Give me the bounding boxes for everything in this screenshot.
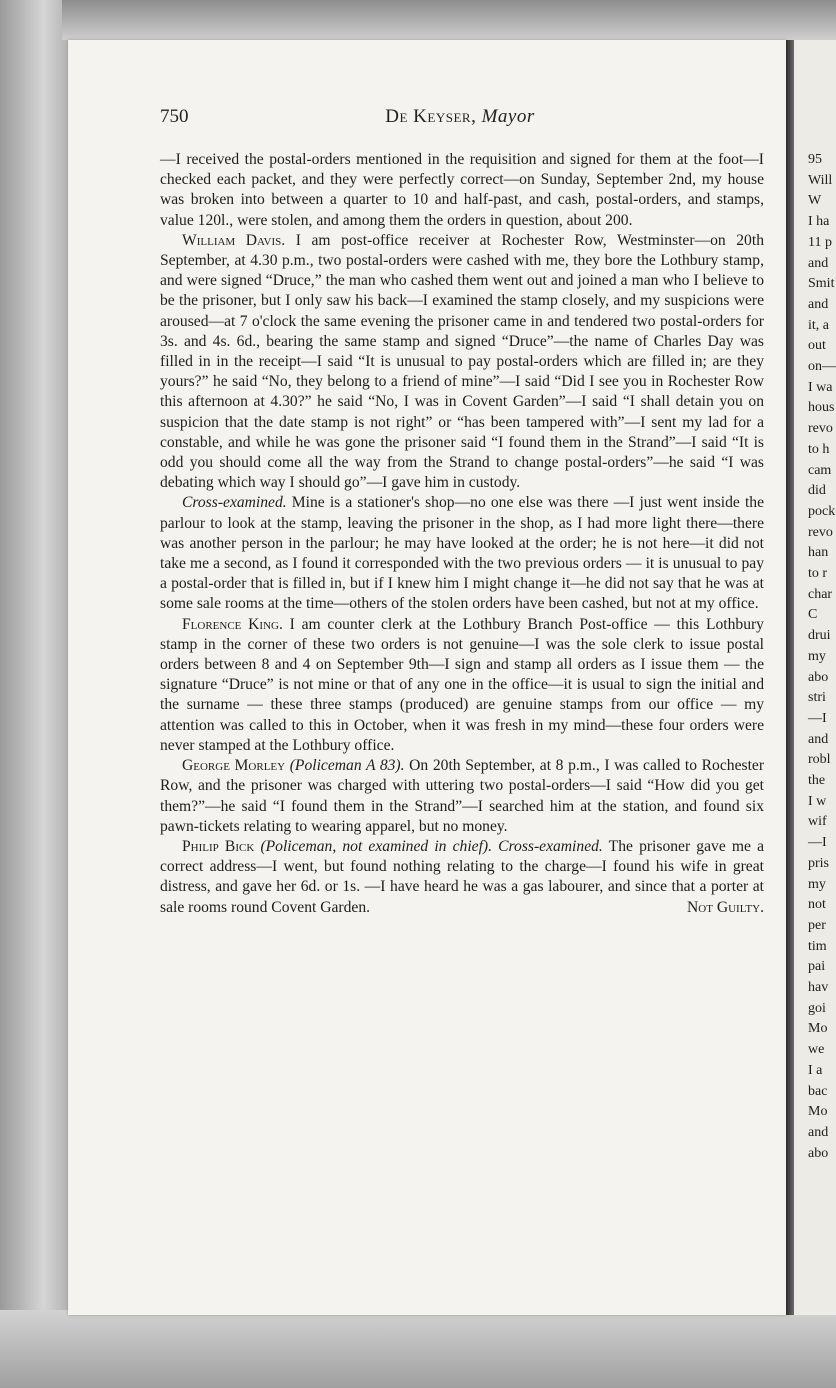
book-bottom-edge: [0, 1310, 836, 1388]
paragraph-text: I am post-office receiver at Rochester Row, Westminster—on 20th September, at 4.30 p.m., two postal-orders were cashed with me, they bore the Lothbury stamp, and were signed “Druce,” the man who cashed them went out and joined a man who I believe to be the prisoner, but I only saw his back—I examined the stamp closely, and my suspicions were aroused—at 7 o'clock the same evening the prisoner came in and tendered two postal-orders for 3s. and 4s. 6d., bearing the same stamp and signed “Druce”—the name of Charles Day was filled in in the receipt—I said “It is unusual to pay postal-orders which are filled in; are they yours?” he said “No, they belong to a friend of mine”—I said “Did I see you in Rochester Row this afternoon at 4.30?” he said “No, I was in Covent Garden”—I said “I shall detain you on suspicion that the date stamp is not right” or “has been tampered with”—I sent my lad for a constable, and while he was gone the prisoner said “I found them in the Strand”—I said “It is odd you should come all the way from the Strand to change postal-orders”—he said “I was debating which way I should go”—I gave him in custody.: [160, 231, 764, 492]
facing-page-fragment: it, a: [808, 317, 829, 333]
witness-note: (Policeman, not examined in chief).: [260, 837, 492, 855]
facing-page-fragment: and: [808, 731, 829, 747]
facing-page-fragment: we: [808, 1042, 825, 1058]
witness-name: William Davis.: [182, 231, 286, 249]
facing-page-fragment: to r: [808, 566, 828, 581]
facing-page-fragment: pris: [808, 855, 829, 871]
cross-examined-label: Cross-examined.: [182, 494, 287, 512]
facing-page-fragment: hous: [808, 400, 835, 416]
facing-page-fragment: Will: [808, 172, 833, 188]
verdict: Not Guilty.: [687, 898, 764, 916]
facing-page-fragment: abo: [808, 669, 829, 685]
page-header: [160, 106, 760, 132]
facing-page-fragment: revo: [808, 421, 833, 437]
running-head: [160, 106, 760, 128]
facing-page-fragment: I ha: [808, 214, 830, 230]
paragraph-testimony: [160, 756, 764, 837]
witness-name: Florence King.: [182, 615, 283, 633]
paragraph-text: On 20th September, at 8 p.m., I was called to Rochester Row, and the prisoner was charged with uttering two postal-orders—I said “How did you get them?”—he said “I found them in the Strand”—I searched him at the station, and found six pawn-tickets relating to wearing apparel, but no money.: [160, 757, 765, 835]
facing-page-edge: [794, 40, 836, 1315]
facing-page-fragment: C: [808, 607, 818, 623]
facing-page-fragment: to h: [808, 441, 830, 457]
paragraph-testimony: [160, 615, 764, 756]
facing-page-fragment: I wa: [808, 379, 833, 395]
paragraph-text: —I received the postal-orders mentioned in the requisition and signed for them at the foot—I checked each packet, and they were perfectly correct—on Sunday, September 2nd, my house was broken into between a quarter to 10 and half-past, and cash, postal-orders, and stamps, value 120l., were stolen, and among them the orders in question, about 200.: [160, 151, 764, 229]
facing-page-fragment: Mo: [808, 1104, 828, 1120]
page-body: [160, 150, 764, 918]
facing-page-fragment: on—: [808, 359, 836, 374]
facing-page-fragment: tim: [808, 938, 827, 954]
facing-page-fragment: I w: [808, 793, 827, 809]
page-gutter: [786, 40, 794, 1315]
facing-page-fragment: abo: [808, 1145, 829, 1161]
page-number: 750: [160, 106, 189, 127]
paragraph-testimony: [160, 837, 764, 918]
facing-page-fragment: the: [808, 773, 826, 788]
facing-page-fragment: W: [808, 193, 822, 209]
facing-page-fragment: han: [808, 545, 829, 561]
facing-page-fragment: cam: [808, 462, 832, 478]
facing-page-fragment: and: [808, 1124, 829, 1140]
paragraph-text: I am counter clerk at the Lothbury Branch Post-office — this Lothbury stamp in the corner of these two orders is not genuine—I was the sole clerk to issue postal orders between 8 and 4 on September 9th—I sign and stamp all orders as I issue them — the signature “Druce” is not mine or that of any one in the office—it is usual to sign the initial and the surname — these three stamps (produced) are genuine stamps from our office — my attention was called to this in October, when it was fresh in my mind—these four orders were never stamped at the Lothbury office.: [160, 615, 764, 754]
facing-page-fragment: and: [808, 296, 829, 312]
paragraph-testimony: [160, 231, 764, 494]
book-spine-shadow: [0, 0, 62, 1388]
cross-examined-label: Cross-examined.: [492, 837, 603, 855]
facing-page-fragment: hav: [808, 980, 829, 995]
facing-page-fragment: char: [808, 586, 833, 602]
facing-page-fragment: not: [808, 897, 826, 913]
paragraph-text: The prisoner gave me a correct address—I went, but found nothing relating to the charge—I found his wife in great distress, and gave her 6d. or 1s. —I have heard he was a gas labourer, and since that a porter at sale rooms round Covent Garden.: [160, 837, 765, 916]
facing-page-fragment: I a: [808, 1062, 823, 1078]
running-head-title: Mayor: [481, 106, 535, 127]
facing-page-fragment: stri: [808, 690, 826, 706]
facing-page-fragment: bac: [808, 1083, 828, 1099]
facing-page-fragment: out: [808, 338, 826, 354]
facing-page-fragment: 11 p: [808, 234, 832, 250]
facing-page-fragment: robl: [808, 752, 831, 768]
facing-page-fragment: —I: [808, 710, 827, 726]
facing-page-fragment: my: [808, 648, 826, 664]
facing-page-fragment: Smit: [808, 276, 835, 292]
facing-page-fragment: did: [808, 483, 826, 499]
paragraph-cross-examination: [160, 493, 764, 614]
witness-note: (Policeman A 83).: [289, 757, 405, 775]
paragraph-text: Mine is a stationer's shop—no one else was there —I just went inside the parlour to look at the stamp, leaving the prisoner in the shop, as I had more light there—there was another person in the parlour; he may have looked at the order; he is not here—it did not take me a second, as I found it corresponded with the two previous orders — it is unusual to pay a postal-order that is filled in, but if I knew him I might change it—he did not say that he was at some sale rooms at the time—others of the stolen orders have been cashed, but not at my office.: [160, 494, 764, 613]
facing-page-fragment: goi: [808, 1000, 826, 1016]
facing-page-fragment: pai: [808, 959, 826, 975]
facing-page-fragment: drui: [808, 628, 831, 644]
facing-page-fragment: per: [808, 917, 826, 933]
running-head-name: De Keyser,: [385, 106, 477, 127]
facing-page-fragment: Mo: [808, 1021, 828, 1037]
facing-page-fragment: revo: [808, 524, 833, 540]
facing-page-fragment: and: [808, 255, 829, 271]
facing-page-fragment: wif: [808, 814, 827, 830]
facing-page-fragment: pock: [808, 503, 836, 519]
witness-name: George Morley: [182, 757, 286, 775]
witness-name: Philip Bick: [182, 837, 255, 855]
facing-page-fragment: —I: [808, 835, 827, 851]
book-top-edge: [0, 0, 836, 40]
facing-page-fragment: 95: [808, 152, 822, 167]
facing-page-fragment: my: [808, 876, 826, 892]
paragraph-continuation: [160, 150, 764, 231]
